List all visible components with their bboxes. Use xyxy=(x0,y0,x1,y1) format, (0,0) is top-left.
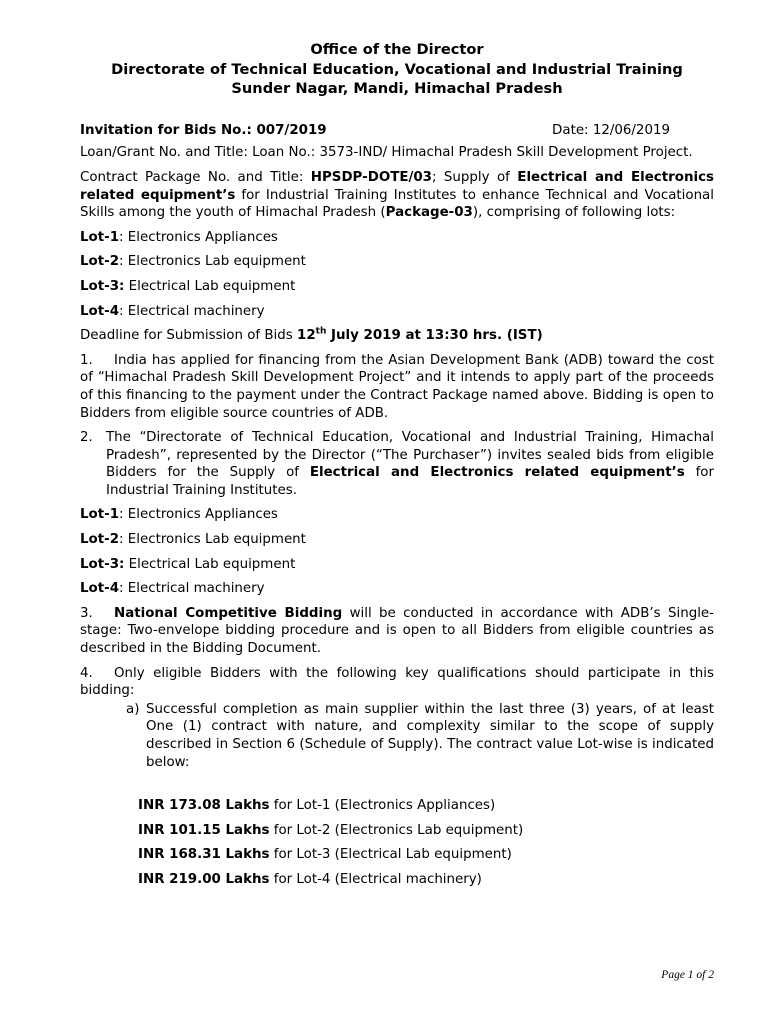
lot-item: Lot-1: Electronics Appliances xyxy=(80,507,278,523)
bid-deadline: Deadline for Submission of Bids 12th July 2019 at 13:30 hrs. (IST) xyxy=(80,326,543,344)
ifb-date: Date: 12/06/2019 xyxy=(552,122,670,138)
ifb-number: Invitation for Bids No.: 007/2019 xyxy=(80,122,327,138)
office-title: Office of the Director xyxy=(310,41,484,58)
lot-amount: INR 168.31 Lakhs for Lot-3 (Electrical Lab equipment) xyxy=(138,847,512,863)
lot-amount: INR 173.08 Lakhs for Lot-1 (Electronics Appliances) xyxy=(138,798,496,814)
contract-package: Contract Package No. and Title: HPSDP-DOTE/03; Supply of Electrical and Electronics related equipment’s for Industrial Training Institutes to enhance Technical and Vocational Skills among the youth of Himachal Pradesh (Package-03), comprising of following lots: xyxy=(80,169,714,221)
lot-item: Lot-2: Electronics Lab equipment xyxy=(80,254,306,270)
lot-item: Lot-4: Electrical machinery xyxy=(80,303,265,319)
lot-item: Lot-1: Electronics Appliances xyxy=(80,229,278,245)
paragraph-3: 3. National Competitive Bidding will be conducted in accordance with ADB’s Single-stage: Two-envelope bidding procedure and is open to all Bidders from eligible countries as described in the Bidding Document. xyxy=(80,605,714,657)
location-title: Sunder Nagar, Mandi, Himachal Pradesh xyxy=(231,80,563,98)
paragraph-2: 2. The “Directorate of Technical Education, Vocational and Industrial Training, Himachal Pradesh”, represented by the Director (“The Purchaser”) invites sealed bids from eligible Bidders for the Supply of Electrical and Electronics related equipment’s for Industrial Training Institutes. xyxy=(80,430,714,498)
document-page xyxy=(80,40,714,889)
lot-amount: INR 219.00 Lakhs for Lot-4 (Electrical machinery) xyxy=(138,871,482,887)
directorate-title: Directorate of Technical Education, Vocational and Industrial Training xyxy=(111,60,683,78)
paragraph-4: 4. Only eligible Bidders with the following key qualifications should participate in this bidding: xyxy=(80,665,714,699)
paragraph-1: 1. India has applied for financing from the Asian Development Bank (ADB) toward the cost of “Himachal Pradesh Skill Development Project” and it intends to apply part of the proceeds of this financing to the payment under the Contract Package named above. Bidding is open to Bidders from eligible source countries of ADB. xyxy=(80,352,714,421)
lot-amount: INR 101.15 Lakhs for Lot-2 (Electronics Lab equipment) xyxy=(138,822,524,838)
qualification-a: a) Successful completion as main supplier within the last three (3) years, of at least One (1) contract with nature, and complexity similar to the scope of supply described in Section 6 (Schedule of Supply). The contract value Lot-wise is indicated below: xyxy=(126,701,714,770)
lot-item: Lot-4: Electrical machinery xyxy=(80,581,265,597)
ifb-line xyxy=(80,122,714,140)
lot-item: Lot-3: Electrical Lab equipment xyxy=(80,278,296,294)
lot-item: Lot-2: Electronics Lab equipment xyxy=(80,532,306,548)
lot-item: Lot-3: Electrical Lab equipment xyxy=(80,556,296,572)
page-number: Page 1 of 2 xyxy=(661,969,714,981)
loan-info: Loan/Grant No. and Title: Loan No.: 3573-IND/ Himachal Pradesh Skill Development Project. xyxy=(80,145,693,161)
